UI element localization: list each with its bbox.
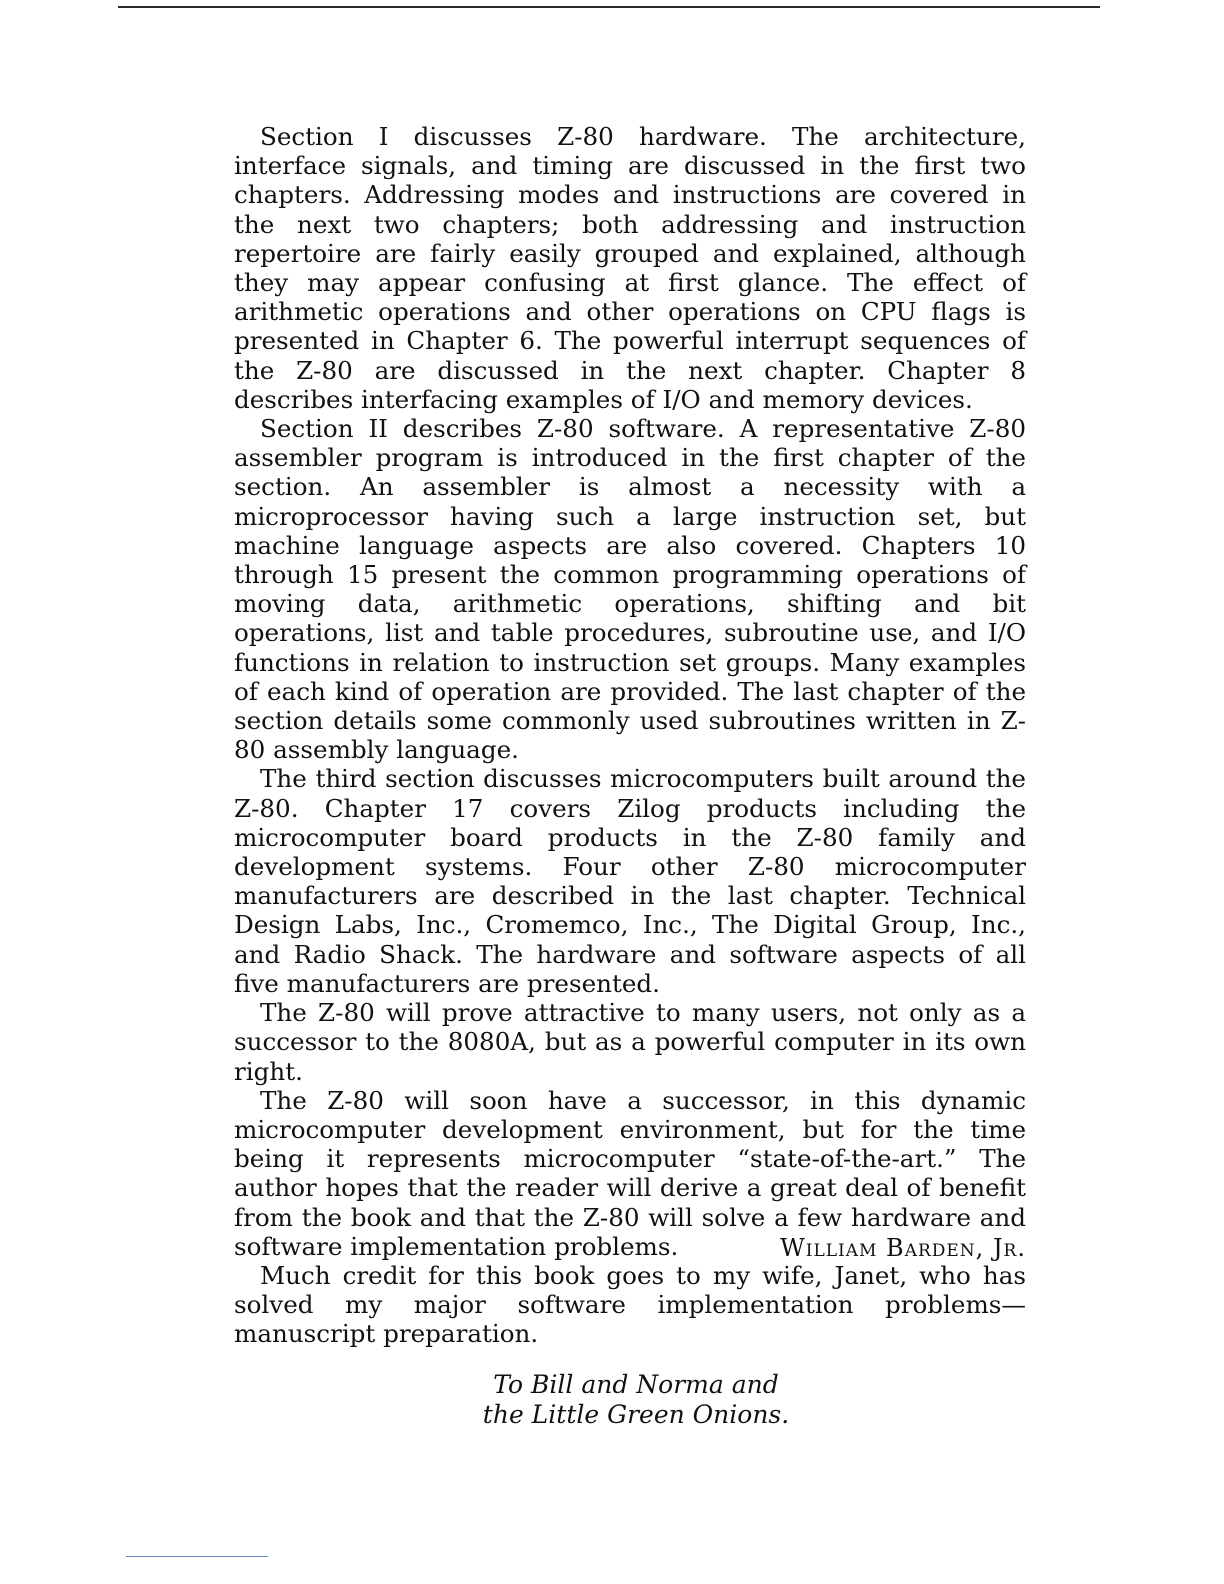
paragraph-software: Section II describes Z-80 software. A representative Z-80 assembler program is introduced in the first chapter of the section. An assembler is almost a necessity with a microprocessor having such a large instruction set, but machine language aspects are also covered. Chapters 10 through 15 present the common programming operations of moving data, arithmetic operations, shifting and bit operations, list and table procedures, subroutine use, and I/O functions in relation to instruction set groups. Many examples of each kind of operation are provided. The last chapter of the section details some commonly used subroutines written in Z-80 assembly language. bbox=[234, 414, 1026, 765]
dedication-line-2: the Little Green Onions. bbox=[482, 1400, 790, 1429]
dedication bbox=[440, 1370, 832, 1430]
paragraph-attractive: The Z-80 will prove attractive to many users, not only as a successor to the 8080A, but as a powerful computer in its own right. bbox=[234, 998, 1026, 1086]
author-signature: William Barden, Jr. bbox=[780, 1234, 1026, 1262]
dedication-line-1: To Bill and Norma and bbox=[493, 1370, 779, 1399]
preface-body bbox=[234, 122, 1026, 1349]
footnote-rule bbox=[126, 1556, 268, 1557]
paragraph-successor: The Z-80 will soon have a successor, in this dynamic microcomputer development environment, but for the time being it represents microcomputer “state-of-the-art.” The author hopes that the reader will derive a great deal of benefit from the book and that the Z-80 will solve a few hardware and software implementation problems. bbox=[234, 1085, 1026, 1261]
paragraph-credit: Much credit for this book goes to my wife, Janet, who has solved my major software implementation problems—manuscript preparation. bbox=[234, 1260, 1026, 1349]
paragraph-microcomputers: The third section discusses microcomputers built around the Z-80. Chapter 17 covers Zilog products including the microcomputer board products in the Z-80 family and development systems. Four other Z-80 microcomputer manufacturers are described in the last chapter. Technical Design Labs, Inc., Cromemco, Inc., The Digital Group, Inc., and Radio Shack. The hardware and software aspects of all five manufacturers are presented. bbox=[234, 764, 1026, 998]
top-rule bbox=[118, 6, 1100, 8]
paragraph-hardware: Section I discusses Z-80 hardware. The architecture, interface signals, and timing are discussed in the first two chapters. Addressing modes and instructions are covered in the next two chapters; both addressing and instruction repertoire are fairly easily grouped and explained, although they may appear confusing at first glance. The effect of arithmetic operations and other operations on CPU flags is presented in Chapter 6. The powerful interrupt sequences of the Z-80 are discussed in the next chapter. Chapter 8 describes interfacing examples of I/O and memory devices. bbox=[234, 122, 1026, 414]
